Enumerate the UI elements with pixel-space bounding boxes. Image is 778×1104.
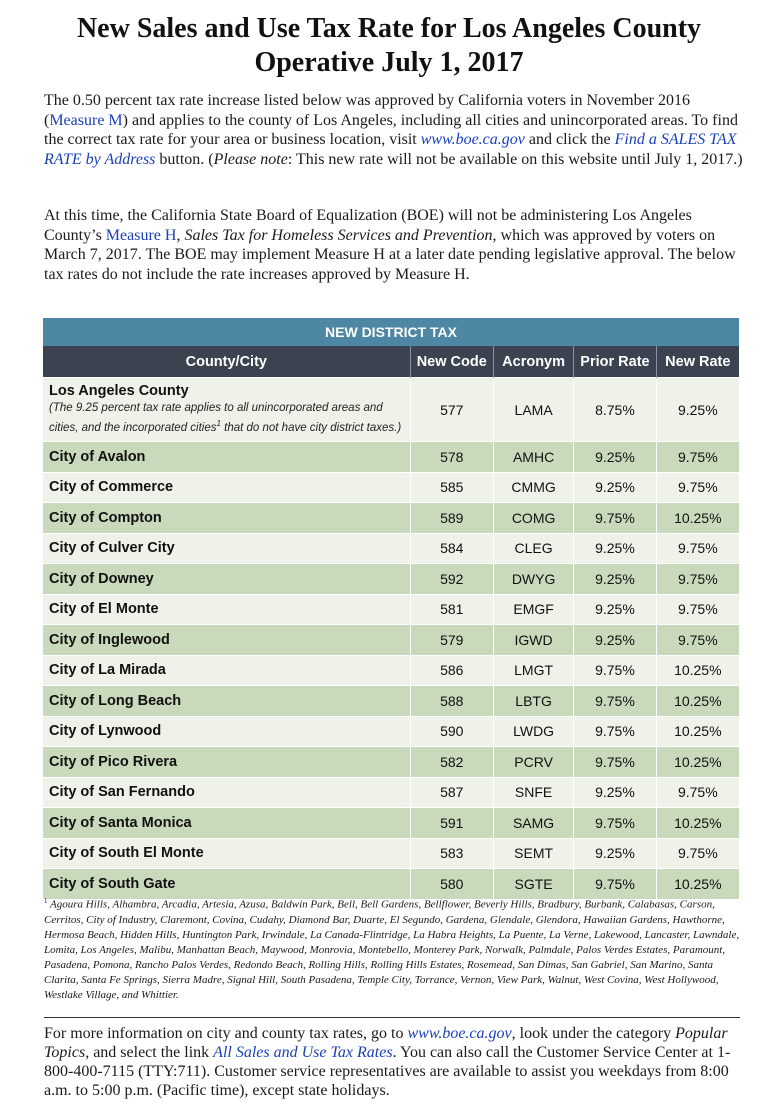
acronym-cell: SGTE <box>493 869 573 899</box>
new-code-cell: 589 <box>410 503 493 534</box>
new-rate-cell: 9.75% <box>656 564 739 595</box>
intro-text: The 0.50 percent tax rate increase listed below was approved by California voters in November 2016 ( <box>44 92 691 129</box>
intro-text: ) and applies to the county of Los Angeles, including all cities and unincorporated areas. To find the correct tax rate for your area or business location, visit <box>44 111 738 148</box>
city-name-cell: City of Lynwood <box>43 716 410 747</box>
popular-topics-label: Popular Topics <box>44 1025 728 1061</box>
city-name-cell: City of El Monte <box>43 594 410 625</box>
column-header-new-code: New Code <box>410 346 493 378</box>
prior-rate-cell: 9.25% <box>574 777 656 808</box>
acronym-cell: SNFE <box>493 777 573 808</box>
page-title <box>0 12 778 80</box>
footnote <box>44 894 744 1003</box>
new-rate-cell: 10.25% <box>656 716 739 747</box>
new-rate-cell: 9.75% <box>656 442 739 473</box>
new-code-cell: 583 <box>410 838 493 869</box>
table-row <box>43 838 739 869</box>
intro-text: button. ( <box>155 150 214 168</box>
closing-paragraph <box>44 1024 744 1100</box>
measure-h-link[interactable]: Measure H <box>105 226 177 244</box>
new-code-cell: 588 <box>410 686 493 717</box>
new-rate-cell: 9.75% <box>656 625 739 656</box>
closing-text: , look under the category <box>511 1025 676 1042</box>
city-name-cell: City of Inglewood <box>43 625 410 656</box>
acronym-cell: LAMA <box>493 378 573 442</box>
city-name-cell: City of La Mirada <box>43 655 410 686</box>
acronym-cell: LMGT <box>493 655 573 686</box>
column-header-new-rate: New Rate <box>656 346 739 378</box>
prior-rate-cell: 9.75% <box>574 808 656 839</box>
closing-text: , and select the link <box>85 1044 214 1061</box>
table-row <box>43 686 739 717</box>
acronym-cell: SEMT <box>493 838 573 869</box>
city-name-cell: City of San Fernando <box>43 777 410 808</box>
acronym-cell: COMG <box>493 503 573 534</box>
prior-rate-cell: 9.25% <box>574 564 656 595</box>
city-name-cell: City of Long Beach <box>43 686 410 717</box>
la-county-cell <box>43 378 410 442</box>
new-rate-cell: 9.75% <box>656 533 739 564</box>
please-note-label: Please note <box>213 150 288 168</box>
city-name-cell: City of Compton <box>43 503 410 534</box>
find-tax-rate-link[interactable]: Find a SALES TAX RATE by Address <box>44 131 737 168</box>
new-rate-cell: 10.25% <box>656 503 739 534</box>
city-name-cell: City of South Gate <box>43 869 410 899</box>
all-sales-tax-rates-link[interactable]: All Sales and Use Tax Rates <box>213 1044 393 1061</box>
prior-rate-cell: 9.25% <box>574 838 656 869</box>
acronym-cell: EMGF <box>493 594 573 625</box>
la-county-note <box>49 401 410 436</box>
table-row <box>43 655 739 686</box>
table-row <box>43 777 739 808</box>
city-name-cell: City of Santa Monica <box>43 808 410 839</box>
la-note-text: that do not have city district taxes.) <box>220 421 402 434</box>
table-row <box>43 472 739 503</box>
city-name-cell: City of South El Monte <box>43 838 410 869</box>
footnote-marker: 1 <box>44 897 48 905</box>
acronym-cell: PCRV <box>493 747 573 778</box>
table-row-los-angeles-county <box>43 378 739 442</box>
table-row <box>43 442 739 473</box>
new-code-cell: 578 <box>410 442 493 473</box>
new-rate-cell: 9.75% <box>656 472 739 503</box>
acronym-cell: LBTG <box>493 686 573 717</box>
closing-text: For more information on city and county tax rates, go to <box>44 1025 408 1042</box>
prior-rate-cell: 9.75% <box>574 869 656 899</box>
measure-h-title: Sales Tax for Homeless Services and Prevention <box>184 226 493 244</box>
intro-paragraph-2 <box>44 206 744 284</box>
new-code-cell: 577 <box>410 378 493 442</box>
intro-text: and click the <box>524 131 615 148</box>
prior-rate-cell: 9.25% <box>574 442 656 473</box>
acronym-cell: LWDG <box>493 716 573 747</box>
city-name-cell: City of Downey <box>43 564 410 595</box>
table-row <box>43 716 739 747</box>
prior-rate-cell: 9.25% <box>574 594 656 625</box>
acronym-cell: DWYG <box>493 564 573 595</box>
prior-rate-cell: 9.75% <box>574 686 656 717</box>
la-county-name: Los Angeles County <box>49 383 189 400</box>
new-rate-cell: 10.25% <box>656 808 739 839</box>
new-rate-cell: 9.75% <box>656 594 739 625</box>
acronym-cell: AMHC <box>493 442 573 473</box>
table-row <box>43 808 739 839</box>
new-code-cell: 590 <box>410 716 493 747</box>
new-rate-cell: 9.25% <box>656 378 739 442</box>
acronym-cell: CLEG <box>493 533 573 564</box>
new-code-cell: 581 <box>410 594 493 625</box>
footnote-marker: 1 <box>216 419 221 429</box>
new-code-cell: 587 <box>410 777 493 808</box>
new-rate-cell: 10.25% <box>656 686 739 717</box>
new-code-cell: 582 <box>410 747 493 778</box>
divider <box>44 1017 740 1018</box>
footnote-text: Agoura Hills, Alhambra, Arcadia, Artesia, Azusa, Baldwin Park, Bell, Bell Gardens, Bellflower, Beverly Hills, Bradbury, Burbank, Calabasas, Carson, Cerritos, City of Industry, Claremont, Covina, Cudahy, Diamond Bar, Duarte, El Segundo, Gardena, Glendale, Glendora, Hawaiian Gardens, Hawthorne, Hermosa Beach, Hidden Hills, Huntington Park, Irwindale, La Canada-Flintridge, La Habra Heights, La Puente, La Verne, Lakewood, Lancaster, Lawndale, Lomita, Los Angeles, Malibu, Manhattan Beach, Maywood, Monrovia, Montebello, Monterey Park, Norwalk, Palmdale, Palos Verdes Estates, Paramount, Pasadena, Pomona, Rancho Palos Verdes, Redondo Beach, Rolling Hills, Rolling Hills Estates, Rosemead, San Dimas, San Gabriel, San Marino, Santa Clarita, Santa Fe Springs, Sierra Madre, Signal Hill, South Pasadena, Temple City, Torrance, Vernon, View Park, Walnut, West Covina, West Hollywood, Westlake Village, and Whittier. <box>44 898 740 1001</box>
intro-paragraph-1 <box>44 91 744 169</box>
prior-rate-cell: 9.75% <box>574 655 656 686</box>
new-code-cell: 586 <box>410 655 493 686</box>
new-rate-cell: 9.75% <box>656 777 739 808</box>
new-code-cell: 579 <box>410 625 493 656</box>
la-note-text: (The 9.25 percent tax rate applies to all unincorporated areas and cities, and the incorporated cities <box>49 402 383 434</box>
intro-text: , which was approved by voters on March 7, 2017. The BOE may implement Measure H at a later date pending legislative approval. The below tax rates do not include the rate increases approved by Measure H. <box>44 226 736 283</box>
title-line-2: Operative July 1, 2017 <box>254 47 524 78</box>
prior-rate-cell: 9.75% <box>574 503 656 534</box>
intro-text: , <box>176 226 185 244</box>
acronym-cell: CMMG <box>493 472 573 503</box>
city-name-cell: City of Avalon <box>43 442 410 473</box>
district-tax-table <box>43 318 739 899</box>
new-code-cell: 591 <box>410 808 493 839</box>
city-name-cell: City of Culver City <box>43 533 410 564</box>
city-name-cell: City of Commerce <box>43 472 410 503</box>
intro-text: At this time, the California State Board of Equalization (BOE) will not be administering Los Angeles County’s <box>44 207 692 244</box>
table-row <box>43 625 739 656</box>
closing-text: . You can also call the Customer Service Center at 1-800-400-7115 (TTY:711). Customer service representatives are available to assist you weekdays from 8:00 a.m. to 5:00 p.m. (Pacific time), except state holidays. <box>44 1044 731 1099</box>
table-row <box>43 564 739 595</box>
new-rate-cell: 10.25% <box>656 747 739 778</box>
table-row <box>43 747 739 778</box>
prior-rate-cell: 9.25% <box>574 625 656 656</box>
acronym-cell: IGWD <box>493 625 573 656</box>
table-header-row <box>43 346 739 378</box>
prior-rate-cell: 9.25% <box>574 472 656 503</box>
new-code-cell: 592 <box>410 564 493 595</box>
prior-rate-cell: 9.75% <box>574 716 656 747</box>
city-name-cell: City of Pico Rivera <box>43 747 410 778</box>
prior-rate-cell: 9.75% <box>574 747 656 778</box>
new-code-cell: 584 <box>410 533 493 564</box>
new-code-cell: 580 <box>410 869 493 899</box>
table-row <box>43 503 739 534</box>
prior-rate-cell: 9.25% <box>574 533 656 564</box>
intro-text: : This new rate will not be available on this website until July 1, 2017.) <box>287 150 743 168</box>
table-band-title: NEW DISTRICT TAX <box>43 318 739 346</box>
new-rate-cell: 10.25% <box>656 655 739 686</box>
title-line-1: New Sales and Use Tax Rate for Los Angeles County <box>76 13 702 44</box>
new-code-cell: 585 <box>410 472 493 503</box>
column-header-county-city: County/City <box>43 346 410 378</box>
new-rate-cell: 9.75% <box>656 838 739 869</box>
table-row <box>43 533 739 564</box>
column-header-prior-rate: Prior Rate <box>574 346 656 378</box>
acronym-cell: SAMG <box>493 808 573 839</box>
prior-rate-cell: 8.75% <box>574 378 656 442</box>
table-row <box>43 594 739 625</box>
boe-website-link-footer[interactable]: www.boe.ca.gov <box>407 1025 512 1042</box>
measure-m-link[interactable]: Measure M <box>49 111 123 129</box>
new-rate-cell: 10.25% <box>656 869 739 899</box>
column-header-acronym: Acronym <box>493 346 573 378</box>
boe-website-link[interactable]: www.boe.ca.gov <box>420 131 525 148</box>
